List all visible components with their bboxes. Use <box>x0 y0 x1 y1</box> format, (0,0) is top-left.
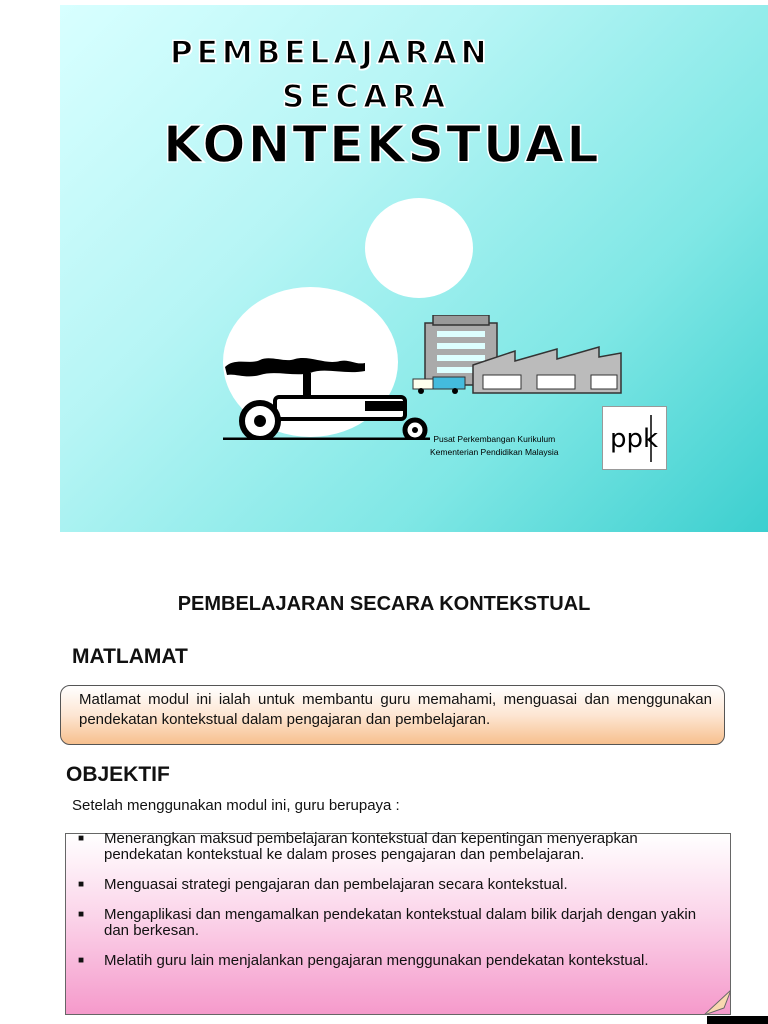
agency-credit <box>430 433 559 459</box>
truck-icon <box>413 377 465 394</box>
document-title: PEMBELAJARAN SECARA KONTEKSTUAL <box>177 593 591 615</box>
sun-shape <box>365 198 473 298</box>
ppk-logo-text: ppk <box>609 424 659 454</box>
bullet-icon: ■ <box>78 879 85 890</box>
list-item-text: Melatih guru lain menjalankan pengajaran menggunakan pendekatan kontekstual. <box>104 952 649 969</box>
agency-line1: Pusat Perkembangan Kurikulum <box>433 434 556 444</box>
objektif-list <box>66 831 706 983</box>
ppk-logo-icon <box>603 407 666 469</box>
ppk-logo <box>602 406 667 470</box>
list-item <box>66 953 706 969</box>
page-corner-mark <box>707 1016 768 1024</box>
matlamat-box <box>60 685 725 745</box>
list-item <box>66 907 706 939</box>
cover-title-line3: KONTEKSTUAL <box>163 116 601 175</box>
cover-title-line2: SECARA <box>282 79 451 115</box>
page-fold-icon <box>704 990 731 1015</box>
bullet-icon: ■ <box>78 955 85 966</box>
bullet-icon: ■ <box>78 909 85 920</box>
bullet-icon: ■ <box>78 833 85 844</box>
objektif-intro: Setelah menggunakan modul ini, guru berupaya : <box>72 797 400 814</box>
cover-page <box>60 5 768 532</box>
cover-title-line1: PEMBELAJARAN <box>170 35 491 71</box>
list-item <box>66 877 706 893</box>
list-item-text: Menerangkan maksud pembelajaran kontekstual dan kepentingan menyerapkan pendekatan kontekstual ke dalam proses pengajaran dan pembelajaran. <box>104 830 638 863</box>
industry-illustration <box>215 315 625 440</box>
matlamat-text: Matlamat modul ini ialah untuk membantu guru memahami, menguasai dan menggunakan pendekatan kontekstual dalam pengajaran dan pembelajaran. <box>79 691 712 728</box>
smoke-icon <box>225 358 365 376</box>
objektif-box <box>65 830 731 1015</box>
matlamat-heading: MATLAMAT <box>72 645 188 668</box>
objektif-heading: OBJEKTIF <box>66 763 170 786</box>
agency-line2: Kementerian Pendidikan Malaysia <box>430 447 559 457</box>
list-item-text: Mengaplikasi dan mengamalkan pendekatan kontekstual dalam bilik darjah dengan yakin dan berkesan. <box>104 906 697 939</box>
list-item-text: Menguasai strategi pengajaran dan pembelajaran secara kontekstual. <box>104 876 568 893</box>
tractor-icon <box>223 373 430 440</box>
list-item <box>66 831 706 863</box>
